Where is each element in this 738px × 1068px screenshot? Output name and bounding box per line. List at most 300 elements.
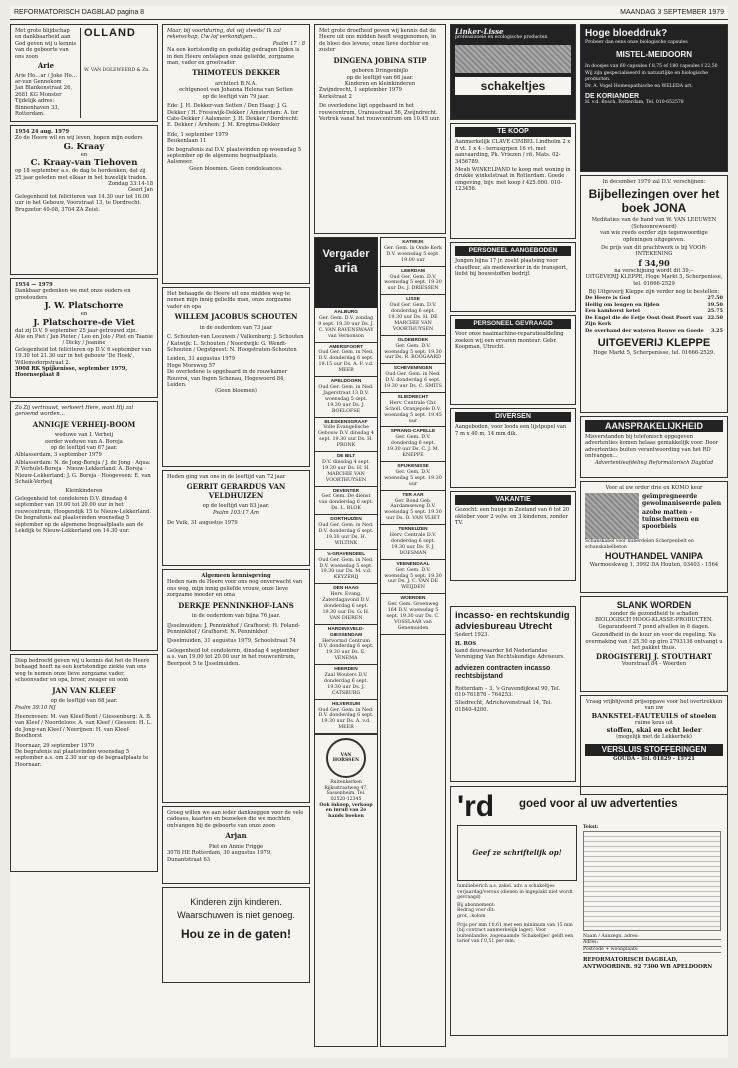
right-entry (381, 336, 445, 365)
obituary-van-kleef (10, 654, 158, 872)
dekker-name: THIMOTEUS DEKKER (192, 68, 280, 78)
banks-h3: stoffen, skai en echt leder (606, 726, 702, 735)
right-entry (381, 491, 445, 526)
mid-body: Oud Ger. Gem. in Ned. D.V. donderdag 6 sept. 19.30 uur Ds. A. v.d. MEER (318, 707, 374, 731)
lans-location: IJsselmuiden, 31 augustus 1979, Schoolstraat 74 (167, 638, 296, 645)
stip-sub: geboren Dringenbijlo (351, 68, 409, 75)
right-body: Ger. Gem. D.V. woensdag 5 sept. 19.30 uur Ds. J. C. VAN DE WEIJDEN (384, 567, 442, 591)
obituary-penninkhof (162, 569, 310, 803)
right-body: Herv. Centrale Chr. Scholl. Oranjepole D.V. woensdag 5 sept. 19.45 uur (384, 400, 442, 424)
obituary-stip (314, 24, 446, 234)
jona-book-price: 22.50 (707, 314, 723, 321)
dekker-location: Ede, 1 september 1979 (167, 131, 229, 138)
obituary-dekker (162, 24, 310, 284)
dekker-funeral: De begrafenis zal D.V. plaatsvinden op woensdag 5 september op de algemene begraafplaats, Aalsmeer. (167, 146, 301, 166)
right-body: Herv. Centrale D.V. donderdag 6 sept. 19.30 uur Ds. F. J. DOESMAN (389, 533, 437, 556)
houthandel-photo (585, 493, 639, 539)
stip-address: Kerkstraat 2 (319, 93, 352, 100)
vakantie-text: Gezocht: een huisje in Zeeland van 6 tot 20 oktober voor 2 volw. en 3 kinderen, zonder TV. (455, 507, 570, 527)
right-place: OLDEBROEK (397, 337, 429, 343)
platschorre-reception: Gelegenheid tot feliciteren op D.V. 6 september van 19.30 tot 21.30 uur in het gebouw 'De Hoek', Willemsdorpstraat 2. (15, 346, 152, 366)
birth-temp-address: Tijdelijk adres: Binnenhaven 33, Rotterdam. (15, 98, 60, 117)
birth-address: Jan Blankenstraat 26, 2681 KG Monster (15, 85, 73, 98)
right-entry (381, 364, 445, 393)
veldhuizen-intro: Heden ging van ons in de leeftijd van 72 jaar (167, 474, 286, 480)
dekker-verse: Maar, bij voortduring, dat wij steeds! Ik zal rekenschap, Uw lof verkondigen... (167, 28, 281, 41)
classified-diversen (450, 408, 576, 488)
platschorre-intro: Dankbaar gedenken we met onze ouders en grootouders (15, 288, 131, 301)
right-place: TER AAR (402, 492, 424, 498)
slank-title: SLANK WORDEN (616, 600, 692, 610)
mid-place: DORTHUIZEN (330, 517, 362, 523)
safety-line3: Hou ze in de gaten! (180, 927, 291, 941)
verheij-funeral: Gelegenheid tot condoleren D.V. dinsdag 4 september van 19.00 tot 20.00 uur in het rouwcentrum, Hoogendijk 15 te Nieuw-Lekkerland. De begrafenis zal plaatsvinden woensdag 5 september op de algemene begraafplaats aan de Lekdijk te Nieuw-Lekkerland om 14.30 uur. (15, 495, 151, 534)
mid-body: Ger. Gem. D.V. zondag 9 sept. 19.30 uur Ds. J. C. VAN RAVENSWAAY van Vernonson (318, 315, 374, 339)
right-place: VEENENDAAL (396, 561, 430, 567)
incasso-role: kand deurwaarder lid Nederlandse Vereniging Van Rechtskundige Adviseurs. (455, 647, 565, 661)
mid-entry (315, 308, 377, 343)
jona-after: na verschijning wordt dit 39,-- (614, 267, 694, 274)
horssen-tagline: Ook inkoop, verkoop en inruil van 2e hands boeken (319, 802, 373, 819)
jona-list-title: Bij Uitgeverij Kleppe zijn verder nog te bestellen: (588, 289, 720, 296)
mid-entry (315, 665, 377, 700)
platschorre-kids: Alie en Piet / Jan Pieter / Leo en Jolo / Piet en Taanie / Dicky / Jeanine (15, 334, 153, 347)
jona-book-row (585, 328, 723, 334)
right-body: Oud Ger. Gem. D.V. woensdag 5 sept. 19.30 uur Ds. J. DRIESSEN (384, 274, 442, 292)
dekker-sub2: echtgenoot van Johanna Helena van Setten (179, 87, 293, 94)
kraay-address: Brugzeter 40-08, 3704 ZA Zeist. (15, 206, 100, 213)
jona-book-title: De Heere is God (585, 295, 631, 302)
banks-note: (mogelijk met de Lekkerbek) (616, 734, 692, 741)
arjan-parents: Piet en Annie Frigge (208, 843, 264, 850)
horssen-logo (326, 738, 366, 778)
services-list-left (315, 308, 377, 734)
jona-book-price: 27.50 (707, 295, 723, 302)
linker-sub: professionele en ecologische producten (455, 35, 548, 41)
slank-extra: Gezondheid in de kuur en voor de regeling. Na overmaking van f 25,50 op giro 2793136 ontvangt u het pakket thuis. (585, 632, 723, 652)
olland-logo: OLLAND (84, 27, 136, 39)
rd-logo: 'rd (457, 790, 495, 823)
right-entry (381, 525, 445, 560)
rd-field-label: Bij abonnement: (457, 902, 496, 908)
right-entry (381, 462, 445, 491)
mid-entry (315, 515, 377, 550)
classified-gevraagd (450, 315, 576, 405)
rd-name-field[interactable]: Naam / Aanzegn. adres: (583, 934, 721, 941)
gevraagd-header: PERSONEEL GEVRAAGD (455, 319, 571, 329)
schouten-address: Hoge Morsweg 57 (167, 362, 216, 369)
platschorre-years: 1954 — 1979 (15, 282, 53, 288)
te-koop-winkelpand: Meub WINKELPAND te koop met woning in drukke winkelstraat in Rotterdam. Goede omgeving, bijv. met koop f 425.000. 010-123456. (455, 167, 571, 193)
kraay-reception: Gelegenheid tot feliciteren van 14.30 uur tot 16.00 uur in het Gebouw, Voorstraat 13, te Dordrecht. (15, 193, 150, 207)
stip-name: DINGENA JOBINA STIP (333, 55, 427, 65)
column-4 (450, 24, 576, 604)
rd-headline: goed voor al uw advertenties (519, 798, 678, 810)
verheij-verse: Zo Zij vertrouwt, verkeert Here, want Hij zal geroemd worden… (15, 405, 134, 418)
incasso-address2: Sliedrecht, Adrichovenstraat 14, Tel. 01840-4200. (455, 700, 552, 713)
mid-place: AMERSFOORT (328, 344, 364, 350)
anniversary-kraay (10, 125, 158, 275)
stip-location: Zwijndrecht, 1 september 1979 (319, 87, 402, 94)
linker-lisse-ad (450, 24, 576, 120)
mid-body: Herv. Evang. Zaterdagavond D.V. donderdag 6 sept. 19.30 uur Ds. G. H. VAN DIEREN (322, 592, 370, 621)
lans-funeral: Gelegenheid tot condoleren, dinsdag 4 september a.s. van 19.00 tot 20.00 uur in het rouwcentrum, Beerpoot 5 te IJsselmuiden. (167, 647, 299, 667)
slank-sub: BIOLOGISCH HOOG-KLASSE-PRODUCTEN. Gegarandeerd 7 pond afvallen in 8 dagen. (595, 617, 713, 630)
kraay-name2: C. Kraay-van Tiehoven (30, 158, 138, 169)
vergader-title: Vergader (322, 248, 370, 260)
thanks-arjan (162, 806, 310, 884)
jona-intro: In december 1979 zal D.V. verschijnen: (602, 179, 706, 185)
jona-price: f 34,90 (638, 257, 670, 268)
classified-te-koop (450, 123, 576, 239)
aansprak-sign: Advertentieafdeling Reformatorisch Dagblad (594, 459, 714, 466)
diversen-text: Aangeboden, voor loods een lijstpopel van 7 m x 40 m, 14 mm dik. (455, 424, 567, 437)
rd-illustration (457, 825, 577, 881)
right-body: Ger. Gem. D.V. woensdag 5 sept. 19.30 uur (384, 469, 442, 487)
bloeddruk-row1: In doosjes van 60 capsules f 8,75 of 180 capsules f 22,50 (585, 63, 718, 69)
rd-check-2[interactable]: verjaardag/versus (dienen in ingeplakt niet wordt gevraagd) (457, 889, 573, 901)
page-header (10, 6, 728, 20)
kraay-date: 1954 24 aug. 1979 (15, 129, 70, 135)
houthandel-ad (580, 481, 728, 593)
verheij-age: op de leeftijd van 67 jaar. (50, 445, 118, 452)
kleef-name: JAN VAN KLEEF (52, 685, 116, 695)
birth-name: Arie (37, 61, 55, 71)
right-place: SLIEDRECHT (397, 394, 429, 400)
aansprak-text: Misverstanden bij telefonisch opgegeven advertenties komen helaas gemakkelijk voor. Door advertenties buiten verantwoording van het RD ontvangen... (585, 434, 719, 460)
jona-book-ad (580, 175, 728, 413)
verheij-sub: weduwe van I. Verheij (54, 432, 114, 439)
column-1 (10, 24, 158, 876)
kleppe-address: Hoge Markt 5, Scherpenisse, tel. 01666-2529. (593, 349, 715, 356)
slank-address: Voorstraat 84 - Woerden (621, 660, 687, 667)
mid-place: HARDINXVELD-GIESSENDAM (327, 626, 365, 638)
bloeddruk-ad (580, 24, 728, 172)
column-3 (314, 24, 446, 1054)
right-entry (381, 238, 445, 267)
services-list-right (380, 237, 446, 1047)
arjan-text: Groeg willen we aan ieder dankzeggen voor de vele cadeaus, kaarten en bezoeken die we mochten ontvangen bij de geboorte van onze zoon (167, 810, 304, 829)
dekker-text: Na een kortstondig en geduldig gedragen lijden is in den Heere ontslapen onze geliefde, zorgzame man, vader en grootvader (167, 47, 300, 67)
right-entry (381, 295, 445, 335)
houthandel-h2: azobe matten - tuinschermen en spoorbiels (642, 509, 699, 531)
dekker-sub: architect B.N.A. (215, 80, 257, 87)
lans-family: IJsselmuiden: J. Penninkhof / Grafhorst: H. Foland-Penninkhof / Grafhorst: N. Penninkhof (167, 622, 300, 635)
rd-advert-form (450, 786, 728, 1036)
right-place: SPIJKENISSE (397, 464, 429, 469)
slank-text: zonder de gezondheid te schaden (609, 611, 699, 617)
mid-entry (315, 452, 377, 487)
kleef-location: Hoornaar, 29 september 1979 (15, 742, 95, 749)
jona-book-price: 25.75 (707, 308, 723, 315)
bloeddruk-product: MISTEL-MEIDOORN (616, 49, 692, 59)
verheij-sub2: eerder weduwe van A. Boreja (45, 438, 123, 445)
stip-text: Met grote droefheid geven wij kennis dat de Heere uit ons midden heeft weggenomen, in de bloei des levens, onze lieve dochter en zuster (319, 28, 437, 54)
mid-entry (315, 418, 377, 453)
mid-body: Oud Ger. Gem. in Ned. Jagerstraat 13 D.V. woensdag 5 sept. 19.30 uur Ds. J. ROELOFSE (318, 384, 374, 414)
stip-age: op de leeftijd van 66 jaar. (346, 74, 414, 81)
rd-address-field[interactable]: Adres: (583, 940, 721, 947)
diversen-header: DIVERSEN (455, 412, 571, 422)
slank-worden-ad (580, 596, 728, 692)
schouten-noflowers: (Geen bloemen) (215, 388, 257, 395)
mid-body: Hervormd Centrum D.V. donderdag 6 sept. 19.30 uur Ds. E. VENEMA (318, 638, 374, 662)
kraay-and: en (80, 151, 88, 158)
banks-lead: Vraag vrijblijvend prijsopgave voor het overtrekken van uw (585, 699, 723, 712)
right-place: KATWIJK (402, 240, 424, 245)
obituary-schouten (162, 287, 310, 467)
lans-name: DERKJE PENNINKHOF-LANS (178, 600, 294, 610)
mid-place: HILVERSUM (332, 701, 360, 707)
jona-text: van wie reeds eerder zijn tegenwoordige opfeningen uitgegeven. (600, 230, 708, 243)
church-services (314, 237, 446, 1047)
kleppe-brand: UITGEVERIJ KLEPPE (597, 336, 711, 349)
right-body: Ger. Gem. D.V. donderdag 6 sept. 19.30 uur Ds. C. J. M. KNEPPE (386, 435, 440, 459)
linker-photo (455, 45, 571, 73)
kraay-sign: Geert Jan (127, 187, 153, 194)
right-place: TERNEUZEN (398, 527, 428, 533)
incasso-ad (450, 606, 576, 782)
mid-body: Oud Ger. Gem. in Ned. D.V. donderdag 6 sept. 19.15 uur Ds. A. F. v.d. MEER (318, 350, 374, 374)
jona-title: Bijbellezingen over het boek JONA (588, 187, 720, 216)
kleef-age: op de leeftijd van 68 jaar. (50, 698, 118, 705)
aansprak-title: AANSPRAKELIJKHEID (585, 420, 723, 432)
header-left: REFORMATORISCH DAGBLAD pagina 8 (14, 9, 145, 16)
mid-entry (315, 377, 377, 417)
incasso-name: H. ROS (455, 641, 477, 648)
incasso-address: Rotterdam – 3, 's Gravendijkwal 90, Tel. 010-761876 - 764253. (455, 685, 561, 699)
mid-entry (315, 550, 377, 585)
te-koop-items: Aanmerkelijk CLAVE-CIMBEL Lindholm 2 x 8 vt. 1 x 4 - terrasgrpen 16 vt. met aanvaarding, Pk. Vriezen / rit. Mats. 02-3456789. (455, 139, 571, 165)
obituary-veldhuizen (162, 470, 310, 566)
schouten-location: Leiden, 31 augustus 1979 (167, 356, 236, 363)
kraay-name1: G. Kraay (63, 141, 105, 152)
verheij-closing: Kleinkinderen (65, 487, 103, 494)
aansprakelijkheid-notice (580, 416, 728, 478)
right-place: LISSE (406, 297, 420, 303)
stip-funeral: De overledene ligt opgebaard in het rouwcentrum, Uranusstraat 56, Zwijndrecht. Vertrek vanaf het rouwcentrum om 10.45 uur. (319, 103, 441, 122)
banks-address: GOUDA - Tel. 01829 - 15721 (613, 755, 695, 762)
schouten-age: in de ouderdom van 73 jaar (199, 324, 273, 331)
safety-line2: Waarschuwen is niet genoeg. (177, 910, 295, 920)
slank-brand: DROGISTERIJ J. STOUTHART (596, 652, 712, 662)
houthandel-h1: geïmpregneerde gewolmaniseerde palen (642, 493, 722, 508)
right-entry (381, 393, 445, 428)
dekker-address: Beukenlaan 11 (167, 138, 207, 145)
kleef-verse: Psalm 39:10 NJ (15, 704, 56, 711)
birth-announcement (10, 24, 158, 122)
horssen-ad (315, 734, 377, 822)
bloeddruk-row3: Dr. A. Vogel Homeopathische en WELEDA art. (585, 84, 693, 90)
platschorre-text: dat zij D.V. 9 september 25 jaar getrouwd zijn. (15, 327, 138, 334)
vergader-logo (315, 238, 377, 308)
mid-body: Oud Ger. Gem. in Ned. D.V. donderdag 6 sept. 19.30 uur Ds. H. WILTINK (318, 523, 374, 546)
rd-tekst-label: Tekst: (583, 825, 599, 830)
jona-book-title: Heilig om leugen en lijden (585, 301, 660, 308)
aangeboden-text: Jongen bijna 17 jr. zoekt plaatsing voor chauffeur, als medewerker in de transport, liefst bij bouwstoffen bedrijf. (455, 258, 568, 278)
mid-entry (315, 343, 377, 378)
bankstel-ad (580, 695, 728, 795)
mid-body: Volle Evangelische Gebouw D.V. dinsdag 4 sept. 19.30 uur Ds. H. PRONK (318, 425, 374, 449)
classified-vakantie (450, 491, 576, 581)
banks-h1: BANKSTEL-FAUTEUILS of stoelen (591, 711, 717, 720)
banks-h2: ruime keus uit (634, 719, 674, 726)
classified-aangeboden (450, 242, 576, 312)
jona-sub: Meditaties van de hand van W. VAN LEEUWEN (Schoonrewoerd) (591, 217, 717, 230)
rd-field-label-3: grot…kolom (457, 913, 486, 919)
right-body: Ger. Gem. in Onde Kerk D.V. woensdag 5 sept. 19.00 uur (384, 245, 442, 263)
right-place: SPRANG-CAPELLE (390, 429, 436, 435)
mid-entry (315, 584, 377, 624)
birth-parents: Arie Ho…ar / Joke Ho…ar-van Gennekom (15, 72, 77, 85)
jona-address: UITGEVERIJ KLEPPE, Hoge Markt 5, Scherpenisse, tel. 01666-2529 (585, 274, 723, 287)
obituary-verheij (10, 401, 158, 651)
mid-place: BLESKENSGRAAF (324, 419, 368, 425)
rd-city-field[interactable]: Postcode + woonplaats: (583, 947, 721, 954)
horssen-sub: Ruitenkerken (330, 780, 362, 786)
bloeddruk-row2: Wij zijn gespecialiseerd in natuurlijke en biologische producten. (585, 71, 708, 82)
houthandel-note: Schanskabel voor kuberdelen Scherpenbelt en schanskabelbeton (585, 539, 694, 550)
mid-entry (315, 625, 377, 665)
mid-place: APELDOORN (330, 379, 362, 385)
vergader-sub: aria (334, 260, 358, 275)
te-koop-header: TE KOOP (455, 127, 571, 137)
right-place: SCHEVENINGEN (393, 366, 433, 372)
verheij-family: Alblasserdam: N. de Jong-Boreja / J. de Jong · Aqua: P. Verhulst-Boreja · Nieuw-Lekkerland: A. Boreja · Nieuw-Lekkerland: J. G. Boreja · Hoogeveen: E. van Schaik-Verheij (15, 459, 151, 486)
dekker-noflowers: Geen bloemen. Geen condoleances. (189, 165, 283, 172)
column-2 (162, 24, 310, 1054)
jona-book-price: 3.25 (710, 327, 723, 334)
jona-price-label: De prijs van dit prachtwerk is bij VOOR-INTEKENING (600, 245, 708, 258)
houthandel-lead: Voor al uw order drie en KOMO keur (605, 485, 703, 491)
incasso-since: Sedert 1923. (455, 632, 490, 638)
rd-return-address: REFORMATORISCH DAGBLAD, ANTWOORDNR. 92 7300 WB APELDOORN (583, 957, 713, 970)
arjan-name: Arjan (225, 831, 247, 841)
schouten-text: Het behaagde de Heere uit ons midden weg te nemen mijn innig geliefde man, onze zorgzame vader en opa (167, 291, 292, 310)
right-body: Oud Ger. Gem. in Ned. D.V. donderdag 6 sept. 19.30 uur Ds. C. SMITS (384, 372, 442, 390)
platschorre-and: en (80, 311, 88, 318)
right-entry (381, 427, 445, 462)
mid-body: Ger. Gem. De dienst van donderdag 6 sept. Ds. L. BLOK (318, 494, 374, 512)
rd-check-1[interactable]: familieberich a.s. zakel. adv. a schakeltjes (457, 884, 555, 889)
stip-family: Kinderen en kleinkinderen (344, 80, 416, 87)
veldhuizen-location: De Vuik, 31 augustus 1979 (167, 520, 238, 527)
mid-place: DE BILT (336, 454, 356, 460)
right-entry (381, 560, 445, 595)
mid-body: D.V. dinsdag 4 sept. 19.30 uur Ds. H. H. MARCHIE VAN VOORTHUYSEN (322, 459, 370, 483)
mid-entry (315, 487, 377, 516)
right-entry (381, 267, 445, 296)
safety-line1: Kinderen zijn kinderen. (190, 897, 282, 907)
kleef-funeral: De begrafenis zal plaatsvinden woensdag 5 september a.s. om 2.30 uur op de begraafplaats te Hoornaar. (15, 748, 149, 768)
rd-tekst-field[interactable] (583, 831, 721, 931)
veldhuizen-name: GERRIT GERARDUS VAN VELDHUIZEN (186, 482, 286, 500)
linker-title: Linker-Lisse (455, 27, 504, 36)
jona-book-row (585, 315, 723, 328)
mid-place: AALBURG (334, 310, 358, 315)
services-left (314, 237, 378, 1047)
right-place: WOERDEN (400, 596, 426, 602)
veldhuizen-age: op de leeftijd van 83 jaar. (202, 503, 270, 510)
rd-price-note: Prijs per mm f 0,61 met een minimum van 15 mm (bij contract aanmerkelijk lager). Voor buitenlandse, zogenaamde 'Schakeltjes' geldt een tarief van f 0,51 per mm. (457, 922, 574, 945)
mid-entry (315, 700, 377, 735)
jona-book-list (585, 295, 723, 333)
kraay-verse: Zondag 33:14-18 (108, 181, 153, 188)
lans-age: in de ouderdom van bijna 76 jaar. (191, 613, 281, 620)
lans-heading: Algemeen kennisgeving (201, 573, 271, 579)
banks-brand: VERSLUIS STOFFERINGEN (585, 744, 723, 756)
jona-book-title: Een kamhorst ketel (585, 308, 640, 315)
verheij-location: Alblasserdam, 3 september 1979 (15, 451, 102, 458)
right-body: Ger. Bond Geb. Aardamseweg D.V. woensdag 5 sept. 19.30 uur Ds. D. VAN VLIET (384, 498, 442, 522)
header-right: MAANDAG 3 SEPTEMBER 1979 (620, 9, 724, 16)
rd-field-label-2: Bedrag voor dit: (457, 908, 495, 914)
platschorre-name1: J. W. Platschorre (44, 301, 124, 312)
right-body: Oud Ger. Gem. D.V. donderdag 6 sept. 19.30 uur Ds. H. DE MARCHIE VAN VOORTHUYSEN (388, 303, 438, 332)
schouten-family: C. Schouten-van Leeuwen / Valkenburg: J. Schouten / Katwijk: L. Schouten / Noordwijk: G. Wendt-Schouten / Oegstgeest: N. Hoogstraten-Schouten (167, 334, 304, 353)
right-entry (381, 594, 445, 634)
jona-book-title: De Engel die de Eetje Oost Oost Poort van Zijn Kerk (585, 314, 703, 328)
houthandel-address: Warmoeskweg 1, 3992 DA Houten, 03403 - 1564 (589, 561, 719, 568)
aangeboden-header: PERSONEEL AANGEBODEN (455, 246, 571, 256)
horssen-address: Rijksstraatweg 47, Sassenheim. Tel. 02520-12345 (324, 785, 368, 802)
olland-shop: W. VAN DOLEWEERD & Zn. (84, 68, 150, 73)
bloeddruk-title: Hoge bloeddruk? (585, 28, 668, 39)
right-body: Ger. Gem. Groenweg 164 D.V. woensdag 5 sept. 19.30 uur Ds. C. VOSSLAAR van Genemuiden (386, 602, 440, 631)
anniversary-platschorre (10, 278, 158, 398)
platschorre-name2: J. Platschorre-de Viet (33, 317, 135, 328)
column-5 (580, 24, 728, 804)
jona-book-title: De overhand der wateren Rouwe en Goede (585, 327, 704, 334)
incasso-h2: adviezen contracten incasso rechtsbijstand (455, 664, 551, 681)
birth-text: Met grote blijdschap en dankbaarheid aan God geven wij u kennis van de geboorte van ons zoon (15, 28, 77, 60)
vakantie-header: VAKANTIE (455, 495, 571, 505)
houthandel-brand: HOUTHANDEL VANIPA (604, 550, 703, 561)
right-place: LEERDAM (401, 268, 425, 274)
dekker-psalm: Psalm 17 : 8 (272, 40, 305, 47)
safety-ad (162, 887, 310, 983)
right-body: Ger. Gem. D.V. woensdag 5 sept. 19.30 uur Ds. R. BOOGAARD (384, 343, 442, 361)
kraay-intro: Zo de Heere wil en wij leven, hopen mijn ouders (15, 135, 143, 142)
gevraagd-text: Voor onze naaimachine-reparatieafdeling zoeken wij een ervaren monteur. Gebr. Koopman, Utrecht. (455, 331, 564, 351)
veldhuizen-verse: Psalm 103:17 Am (213, 509, 259, 516)
incasso-title: incasso- en rechtskundig adviesbureau Utrecht (455, 610, 570, 632)
bloeddruk-sub: Probeer dan eens onze biologische capsules (585, 40, 688, 45)
mid-body: Oud Ger. Gem. in Ned. D.V. woensdag 5 sept. 19.30 uur Ds. M. v.d. KEYZERIJ (318, 557, 374, 581)
kleef-text: Diep bedroefd geven wij u kennis dat het de Heere behaagd heeft na een kortstondige ziekte van ons weg te nemen onze lieve zorgzame vader, schoonvader en opa, broer, zwager en oom (15, 658, 150, 684)
dekker-age: op de leeftijd van 79 jaar. (202, 93, 270, 100)
platschorre-address: 3008 RK Spijkenisse, september 1979, Hoornseplaat 8 (15, 366, 128, 379)
rd-cta: Geef ze schriftelijk op! (472, 847, 562, 857)
schouten-name: WILLEM JACOBUS SCHOUTEN (174, 312, 298, 322)
verheij-name: ANNIGJE VERHEIJ-BOOM (32, 419, 136, 429)
jona-book-price: 19.50 (707, 301, 723, 308)
mid-body: Zaal Wouters D.V. donderdag 6 sept. 19.30 uur Ds. J. CATSBURG (323, 673, 369, 696)
mid-place: 's-GRAVENDEEL (326, 551, 366, 557)
mid-place: HEERDEN (334, 667, 358, 673)
kraay-text: op 18 september a.s. de dag te herdenken, dat zij 25 jaar geleden met elkaar in het huwelijk traden. (15, 168, 148, 181)
bloeddruk-address: H. v.d. Bosch, Rotterdam, Tel. 010-652578 (585, 100, 684, 106)
lans-text: Heden nam de Heere voor ons nog onverwacht van ons weg, mijn innig geliefde vrouw, onze lieve zorgzame moeder en oma (167, 579, 303, 599)
horssen-name: VAN HORSSEN (332, 752, 360, 764)
schouten-funeral: De overledene is opgebaard in de rouwkamer Rouvroi, van Ingen Schenau, Hogewoerd 84, Leiden. (167, 369, 288, 388)
arjan-address: 3078 HE Rotterdam, 30 augustus 1979, Dunantstraat 63 (167, 850, 272, 863)
mid-place: DEVENTER (332, 488, 360, 494)
bloeddruk-shop: DE KORIANDER (585, 92, 640, 100)
mid-place: DEN HAAG (333, 586, 359, 592)
dekker-family: Ede: J. H. Dekker-van Setten / Den Haag: J. G. Dekker / H. Fresswijk-Dekker / Amsterdam: A. ter Cate-Dekker / Aalsmeer: J. H. Dekker / Dordrecht: E. Dekker / Arnhem: J. M. Kregtma-Dekker (167, 103, 299, 129)
linker-brand: schakeltjes (455, 77, 571, 95)
